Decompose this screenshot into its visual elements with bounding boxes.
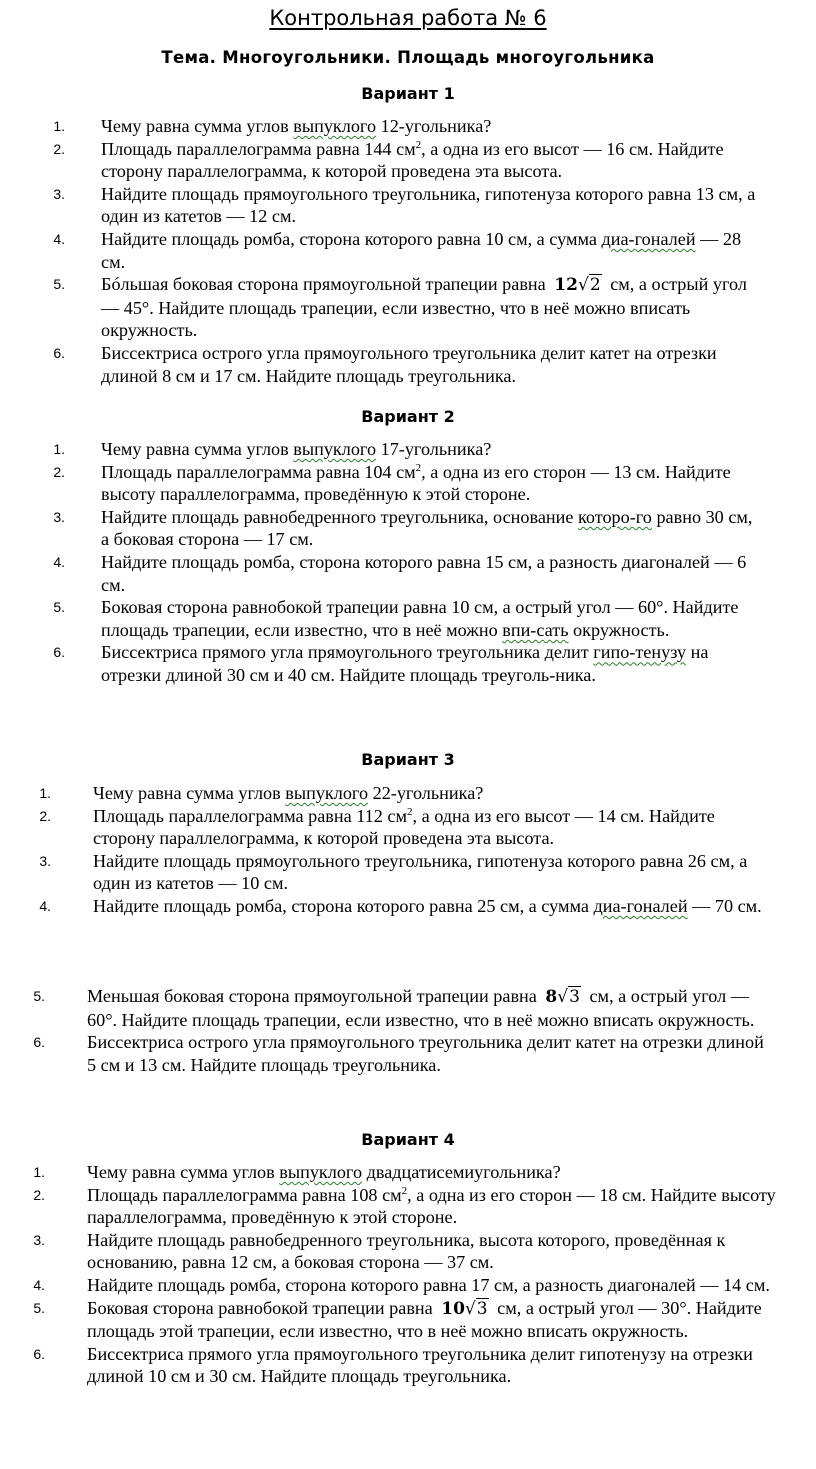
question-item [39, 850, 773, 895]
question-number: 4. [53, 553, 65, 570]
question-text: Найдите площадь ромба, сторона которого равна 10 см, а сумма [101, 228, 602, 249]
question-item [39, 805, 773, 850]
sqrt-coefficient: 12 [554, 275, 578, 296]
question-number: 3. [53, 185, 65, 202]
question-item [53, 596, 761, 641]
question-item [53, 273, 761, 342]
document-title [0, 6, 816, 30]
variant-3-list-part-1 [39, 782, 773, 918]
question-text: Найдите площадь равнобедренного треугольника, высота которого, проведённая к основанию, равна 12 см, а боковая сторона — 37 см. [87, 1229, 726, 1273]
sqrt-expression [554, 274, 601, 297]
question-number: 6. [33, 1034, 45, 1051]
question-item [33, 985, 777, 1031]
question-text: равно 30 см, а боковая сторона — 17 см. [101, 506, 753, 550]
question-text: 22-угольника? [368, 783, 484, 803]
question-text: Найдите площадь ромба, сторона которого равна 17 см, а разность диагоналей — 14 см. [87, 1274, 770, 1295]
question-item [33, 1161, 777, 1184]
question-number: 1. [39, 785, 51, 801]
question-text: Чему равна сумма углов [87, 1162, 280, 1182]
question-item [39, 895, 773, 918]
question-number: 5. [33, 988, 45, 1004]
question-number: 4. [33, 1276, 45, 1293]
question-number: 1. [53, 441, 65, 457]
document-title-text: Контрольная работа № 6 [269, 6, 547, 30]
question-number: 2. [39, 807, 51, 824]
question-item [33, 1274, 777, 1297]
question-item [33, 1297, 777, 1343]
question-number: 2. [53, 463, 65, 480]
question-text: Биссектриса прямого угла прямоугольного треугольника делит гипотенузу на отрезки длиной 10 см и 30 см. Найдите площадь треугольника. [87, 1343, 753, 1387]
question-text: Площадь параллелограмма равна 144 см [101, 138, 416, 159]
question-number: 3. [53, 508, 65, 525]
sqrt-radicand: 3 [569, 987, 580, 1007]
question-number: 5. [53, 276, 65, 293]
question-item [53, 551, 761, 596]
superscript: 2 [406, 805, 413, 818]
question-item [53, 641, 761, 686]
question-item [53, 342, 761, 387]
question-item [53, 138, 761, 183]
spellcheck-underlined-word: гипо-тенузу [593, 642, 687, 663]
question-number: 6. [53, 344, 65, 361]
sqrt-radicand: 3 [476, 1298, 488, 1319]
radical-sign-icon: √ [464, 1298, 476, 1319]
question-text: см, а острый угол — 45°. Найдите площадь трапеции, если известно, что в неё можно вписать окружность. [101, 274, 747, 341]
question-text: Площадь параллелограмма равна 108 см [87, 1184, 402, 1205]
superscript: 2 [415, 461, 422, 474]
question-item [53, 461, 761, 506]
variant-2-heading: Вариант 2 [361, 407, 455, 426]
question-text: Биссектриса острого угла прямоугольного треугольника делит катет на отрезки длиной 5 см и 13 см. Найдите площадь треугольника. [87, 1032, 764, 1075]
variant-1-heading: Вариант 1 [361, 84, 455, 103]
question-number: 5. [53, 599, 65, 616]
question-text: Биссектриса острого угла прямоугольного треугольника делит катет на отрезки длиной 8 см и 17 см. Найдите площадь треугольника. [101, 342, 717, 386]
question-text: — 70 см. [687, 895, 762, 916]
variant-3-heading: Вариант 3 [361, 750, 455, 769]
question-text: Боковая сторона равнобокой трапеции равна 10 см, а острый угол — 60°. Найдите площадь трапеции, если известно, что в неё можно [101, 597, 739, 640]
question-text: Найдите площадь прямоугольного треугольника, гипотенуза которого равна 26 см, а один из катетов — 10 см. [93, 850, 748, 894]
question-item [53, 506, 761, 551]
question-text: см, а острый угол — 60°. Найдите площадь трапеции, если известно, что в неё можно вписать окружность. [87, 986, 755, 1030]
sqrt-coefficient: 8 [545, 987, 558, 1007]
spellcheck-underlined-word: впи-сать [502, 619, 569, 640]
topic-heading: Тема. Многоугольники. Площадь многоугольника [161, 48, 655, 67]
radical-sign-icon: √ [557, 987, 569, 1007]
question-item [33, 1229, 777, 1274]
question-text: Чему равна сумма углов [101, 439, 294, 459]
question-number: 6. [33, 1345, 45, 1362]
question-text: Меньшая боковая сторона прямоугольной трапеции равна [87, 986, 542, 1006]
question-text: Найдите площадь равнобедренного треугольника, основание [101, 506, 578, 527]
variant-4-list [33, 1161, 777, 1388]
variant-4-heading: Вариант 4 [361, 1130, 455, 1149]
question-text: — 28 см. [101, 228, 742, 272]
question-text: 12-угольника? [376, 116, 492, 136]
question-text: Биссектриса прямого угла прямоугольного треугольника делит [101, 642, 594, 663]
question-text: см, а острый угол — 30°. Найдите площадь этой трапеции, если известно, что в неё можно вписать окружность. [87, 1297, 762, 1342]
spellcheck-underlined-word: выпуклого [293, 439, 377, 459]
spellcheck-underlined-word: диа-гоналей [593, 895, 688, 916]
question-number: 1. [33, 1164, 45, 1180]
sqrt-radicand: 2 [589, 275, 601, 296]
sqrt-expression [441, 1298, 488, 1321]
question-number: 1. [53, 118, 65, 134]
question-item [53, 183, 761, 228]
superscript: 2 [401, 1184, 408, 1197]
question-text: , а одна из его сторон — 13 см. Найдите высоту параллелограмма, проведённую к этой стороне. [101, 461, 731, 505]
variant-2-list [53, 438, 761, 687]
question-item [53, 228, 761, 273]
sqrt-coefficient: 10 [441, 1298, 465, 1319]
question-number: 2. [33, 1186, 45, 1203]
question-text: Чему равна сумма углов [101, 116, 294, 136]
superscript: 2 [415, 138, 422, 151]
question-item [33, 1343, 777, 1388]
spellcheck-underlined-word: диа-гоналей [601, 228, 696, 249]
spellcheck-underlined-word: которо-го [577, 506, 652, 527]
question-text: Площадь параллелограмма равна 112 см [93, 805, 407, 826]
question-text: Найдите площадь ромба, сторона которого равна 25 см, а сумма [93, 895, 594, 916]
question-number: 3. [39, 852, 51, 869]
question-item [53, 115, 761, 138]
question-item [33, 1031, 777, 1076]
question-number: 4. [39, 897, 51, 914]
spellcheck-underlined-word: выпуклого [285, 783, 369, 803]
question-text: , а одна из его высот — 14 см. Найдите сторону параллелограмма, к которой проведена эта высота. [93, 805, 715, 849]
question-text: Площадь параллелограмма равна 104 см [101, 461, 416, 482]
question-text: Боковая сторона равнобокой трапеции равна [87, 1297, 438, 1318]
question-number: 5. [33, 1299, 45, 1316]
question-text: Найдите площадь прямоугольного треугольника, гипотенуза которого равна 13 см, а один из катетов — 12 см. [101, 183, 756, 227]
question-number: 3. [33, 1231, 45, 1248]
spellcheck-underlined-word: выпуклого [279, 1162, 363, 1182]
question-number: 4. [53, 230, 65, 247]
question-text: Найдите площадь ромба, сторона которого равна 15 см, а разность диагоналей — 6 см. [101, 551, 747, 595]
radical-sign-icon: √ [577, 275, 589, 296]
question-item [33, 1184, 777, 1229]
variant-1-list [53, 115, 761, 387]
question-text: , а одна из его сторон — 18 см. Найдите высоту параллелограмма, проведённую к этой стороне. [87, 1184, 776, 1228]
question-text: окружность. [568, 619, 670, 640]
question-text: на отрезки длиной 30 см и 40 см. Найдите площадь треуголь-ника. [101, 642, 709, 685]
question-text: двадцатисемиугольника? [362, 1162, 561, 1182]
variant-3-list-part-2 [33, 985, 777, 1076]
question-text: Бóльшая боковая сторона прямоугольной трапеции равна [101, 274, 551, 295]
question-number: 6. [53, 644, 65, 661]
question-text: 17-угольника? [376, 439, 492, 459]
question-number: 2. [53, 140, 65, 157]
spellcheck-underlined-word: выпуклого [293, 116, 377, 136]
question-text: , а одна из его высот — 16 см. Найдите сторону параллелограмма, к которой проведена эта высота. [101, 138, 724, 182]
question-text: Чему равна сумма углов [93, 783, 286, 803]
sqrt-expression [545, 986, 581, 1009]
question-item [39, 782, 773, 805]
question-item [53, 438, 761, 461]
